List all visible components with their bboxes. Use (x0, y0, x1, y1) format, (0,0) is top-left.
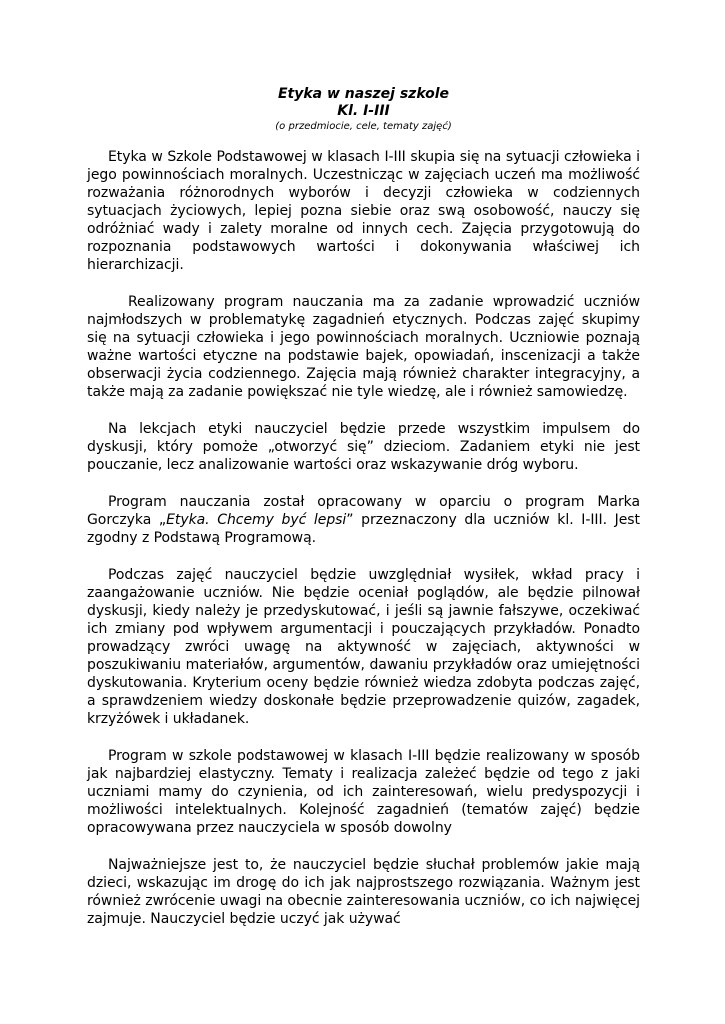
paragraph-flexibility: Program w szkole podstawowej w klasach I-III będzie realizowany w sposób jak najbardziej elastyczny. Tematy i realizacja zależeć będzie od tego z jaki uczniami mamy do czynienia, od ich zainteresowań, wielu predyspozycji i możliwości intelektualnych. Kolejność zagadnień (tematów zajęć) będzie opracowywana przez nauczyciela w sposób dowolny (87, 748, 640, 836)
paragraph-assessment: Podczas zajęć nauczyciel będzie uwzględniał wysiłek, wkład pracy i zaangażowanie uczniów. Nie będzie oceniał poglądów, ale będzie pilnował dyskusji, kiedy należy je przedyskutować, i jeśli są jawnie fałszywe, oczekiwać ich zmiany pod wpływem argumentacji i pouczających przykładów. Ponadto prowadzący zwróci uwagę na aktywność w zajęciach, aktywności w poszukiwaniu materiałów, argumentów, dawaniu przykładów oraz umiejętności dyskutowania. Kryterium oceny będzie również wiedza zdobyta podczas zajęć, a sprawdzeniem wiedzy doskonałe będzie przeprowadzenie quizów, zagadek, krzyżówek i układanek. (87, 567, 640, 727)
paragraph-program-source (87, 493, 640, 547)
program-title-italic: Etyka. Chcemy być lepsi (166, 512, 347, 528)
paragraph-program-goals: Realizowany program nauczania ma za zadanie wprowadzić uczniów najmłodszych w problematykę zagadnień etycznych. Podczas zajęć skupimy się na sytuacji człowieka i jego powinnościach moralnych. Uczniowie poznają ważne wartości etyczne na podstawie bajek, opowiadań, inscenizacji a także obserwacji życia codziennego. Zajęcia mają również charakter integracyjny, a także mają za zadanie powiększać nie tyle wiedzę, ale i również samowiedzę. (87, 294, 640, 400)
document-grade-heading: Kl. I-III (337, 103, 390, 119)
document-page (87, 86, 640, 928)
paragraph-intro: Etyka w Szkole Podstawowej w klasach I-III skupia się na sytuacji człowieka i jego powinnościach moralnych. Uczestnicząc w zajęciach uczeń ma możliwość rozważania różnorodnych wyborów i decyzji człowieka w codziennych sytuacjach życiowych, lepiej pozna siebie oraz swą osobowość, nauczy się odróżniać wady i zalety moralne od innych cech. Zajęcia przygotowują do rozpoznania podstawowych wartości i dokonywania właściwej ich hierarchizacji. (87, 149, 640, 273)
document-subtitle: (o przedmiocie, cele, tematy zajęć) (275, 121, 452, 132)
program-source-text-before: Program nauczania został opracowany w oparciu o program Marka Gorczyka „ (87, 494, 640, 528)
paragraph-most-important: Najważniejsze jest to, że nauczyciel będzie słuchał problemów jakie mają dzieci, wskazując im drogę do ich jak najprostszego rozwiązania. Ważnym jest również zwrócenie uwagi na obecnie zainteresowania uczniów, co ich najwięcej zajmuje. Nauczyciel będzie uczyć jak używać (87, 857, 640, 927)
paragraph-teacher-role: Na lekcjach etyki nauczyciel będzie przede wszystkim impulsem do dyskusji, który pomoże „otworzyć się” dzieciom. Zadaniem etyki nie jest pouczanie, lecz analizowanie wartości oraz wskazywanie dróg wyboru. (87, 421, 640, 473)
document-title: Etyka w naszej szkole (277, 86, 450, 102)
program-source-text-after: ” przeznaczony dla uczniów kl. I-III. Jest zgodny z Podstawą Programową. (87, 512, 640, 546)
